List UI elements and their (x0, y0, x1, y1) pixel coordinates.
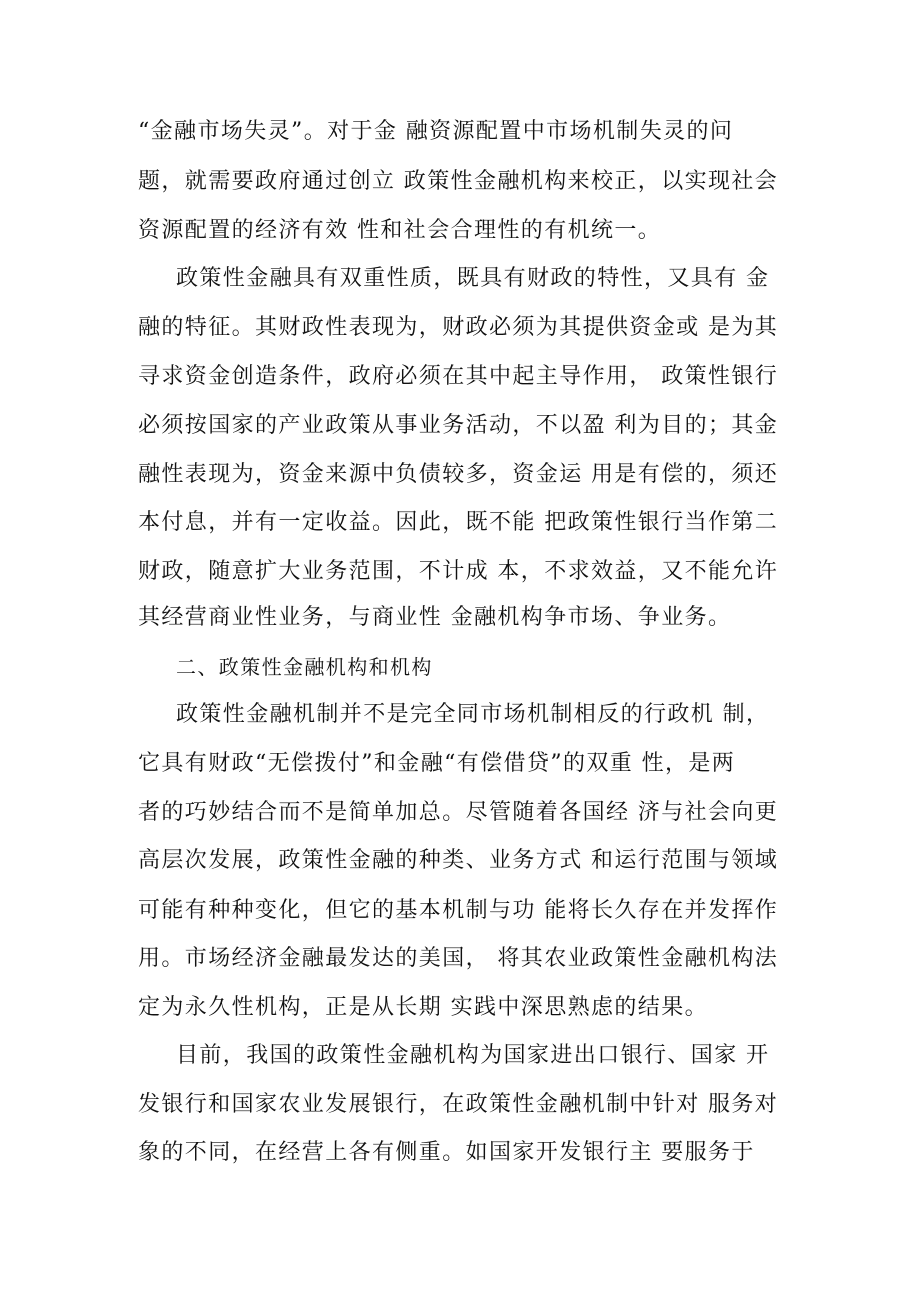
text-line: 定为永久性机构，正是从长期 实践中深思熟虑的结果。 (138, 995, 708, 1020)
text-line: 其经营商业性业务，与商业性 金融机构争市场、争业务。 (138, 605, 732, 630)
text-line: 题，就需要政府通过创立 政策性金融机构来校正，以实现社会 (138, 169, 779, 194)
text-line: “金融市场失灵”。对于金 融资源配置中市场机制失灵的问 (138, 119, 734, 144)
text-line: 融的特征。其财政性表现为，财政必须为其提供资金或 是为其 (138, 315, 779, 340)
text-line: 必须按国家的产业政策从事业务活动，不以盈 利为目的；其金 (138, 413, 779, 438)
text-line: 融性表现为，资金来源中负债较多，资金运 用是有偿的，须还 (138, 462, 779, 487)
text-line: 它具有财政“无偿拨付”和金融“有偿借贷”的双重 性，是两 (138, 751, 736, 776)
text-line: 象的不同，在经营上各有侧重。如国家开发银行主 要服务于 (138, 1140, 755, 1165)
text-line: 可能有种种变化，但它的基本机制与功 能将长久存在并发挥作 (138, 898, 779, 923)
text-line: 政策性金融具有双重性质，既具有财政的特性，又具有 金 (176, 266, 770, 291)
text-line: 发银行和国家农业发展银行，在政策性金融机制中针对 服务对 (138, 1092, 779, 1117)
text-line: 本付息，并有一定收益。因此，既不能 把政策性银行当作第二 (138, 510, 779, 535)
text-line: 寻求资金创造条件，政府必须在其中起主导作用， 政策性银行 (138, 364, 779, 389)
text-line: 高层次发展，政策性金融的种类、业务方式 和运行范围与领域 (138, 848, 779, 873)
text-line: 财政，随意扩大业务范围，不计成 本，不求效益，又不能允许 (138, 559, 779, 584)
text-line: 政策性金融机制并不是完全同市场机制相反的行政机 制， (176, 702, 770, 727)
text-line: 目前，我国的政策性金融机构为国家进出口银行、国家 开 (176, 1043, 770, 1068)
text-line: 者的巧妙结合而不是简单加总。尽管随着各国经 济与社会向更 (138, 800, 779, 825)
text-line: 资源配置的经济有效 性和社会合理性的有机统一。 (138, 218, 662, 243)
section-heading: 二、政策性金融机构和机构 (176, 655, 433, 679)
text-line: 用。市场经济金融最发达的美国， 将其农业政策性金融机构法 (138, 946, 779, 971)
